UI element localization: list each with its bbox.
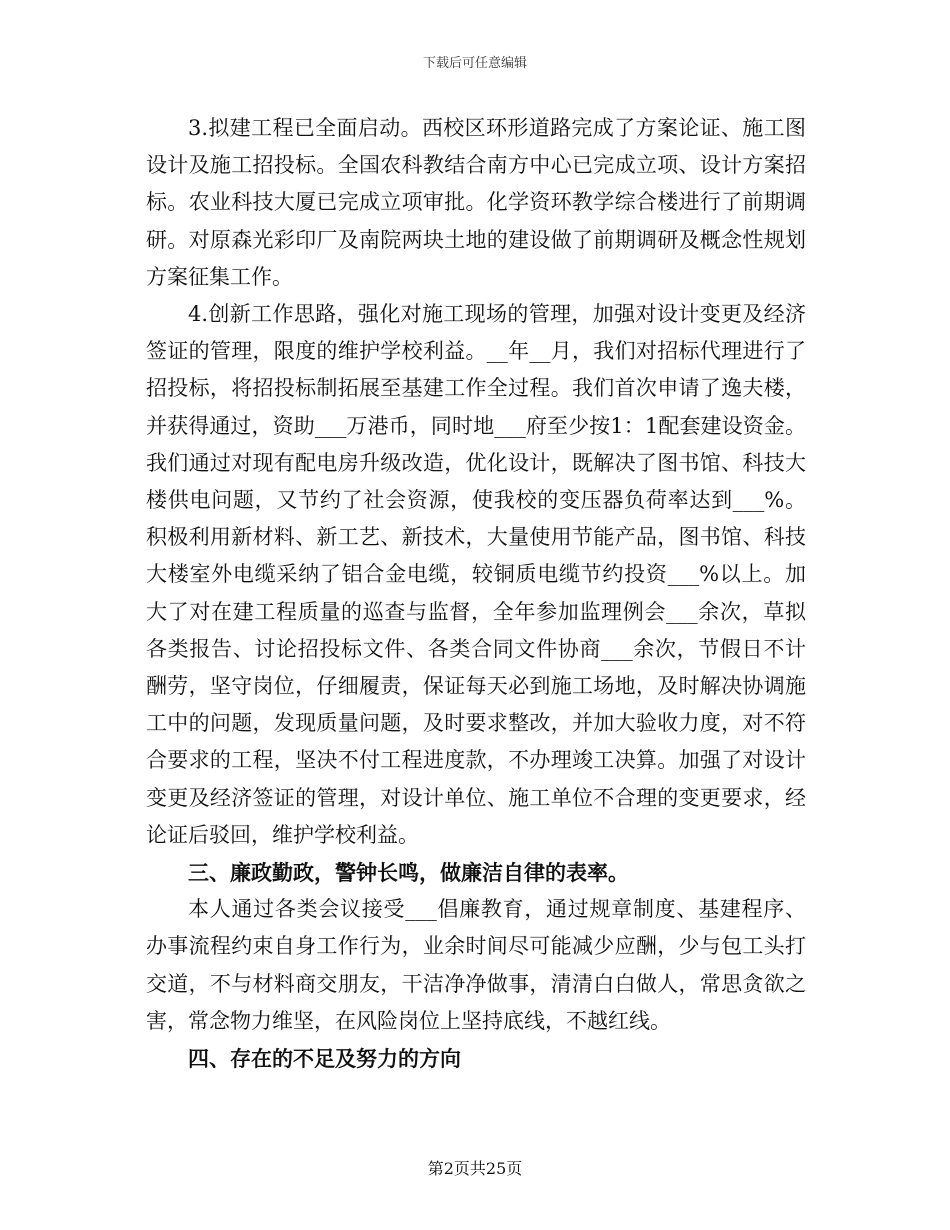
page-number: 第2页共25页	[427, 1159, 523, 1178]
document-body	[146, 110, 806, 1077]
page-header-note: 下载后可任意编辑	[422, 56, 527, 71]
paragraph-integrity: 本人通过各类会议接受___倡廉教育，通过规章制度、基建程序、办事流程约束自身工作行为，业余时间尽可能减少应酬，少与包工头打交道，不与材料商交朋友，干洁净净做事，清清白白做人，常思贪欲之害，常念物力维坚，在风险岗位上坚持底线，不越红线。	[146, 897, 806, 1033]
paragraph-item-4: 4.创新工作思路，强化对施工现场的管理，加强对设计变更及经济签证的管理，限度的维护学校利益。__年__月，我们对招标代理进行了招投标，将招投标制拓展至基建工作全过程。我们首次申请了逸夫楼，并获得通过，资助___万港币，同时地___府至少按1：1配套建设资金。我们通过对现有配电房升级改造，优化设计，既解决了图书馆、科技大楼供电问题，又节约了社会资源，使我校的变压器负荷率达到___%。积极利用新材料、新工艺、新技术，大量使用节能产品，图书馆、科技大楼室外电缆采纳了铝合金电缆，较铜质电缆节约投资___%以上。加大了对在建工程质量的巡查与监督，全年参加监理例会___余次，草拟各类报告、讨论招投标文件、各类合同文件协商___余次，节假日不计酬劳，坚守岗位，仔细履责，保证每天必到施工场地，及时解决协调施工中的问题，发现质量问题，及时要求整改，并加大验收力度，对不符合要求的工程，坚决不付工程进度款，不办理竣工决算。加强了对设计变更及经济签证的管理，对设计单位、施工单位不合理的变更要求，经论证后驳回，维护学校利益。	[146, 302, 806, 847]
section-heading-3: 三、廉政勤政，警钟长鸣，做廉洁自律的表率。	[188, 860, 629, 886]
section-heading-4: 四、存在的不足及努力的方向	[188, 1046, 461, 1072]
paragraph-item-3: 3.拟建工程已全面启动。西校区环形道路完成了方案论证、施工图设计及施工招投标。全国农科教结合南方中心已完成立项、设计方案招标。农业科技大厦已完成立项审批。化学资环教学综合楼进行了前期调研。对原森光彩印厂及南院两块土地的建设做了前期调研及概念性规划方案征集工作。	[146, 116, 806, 289]
